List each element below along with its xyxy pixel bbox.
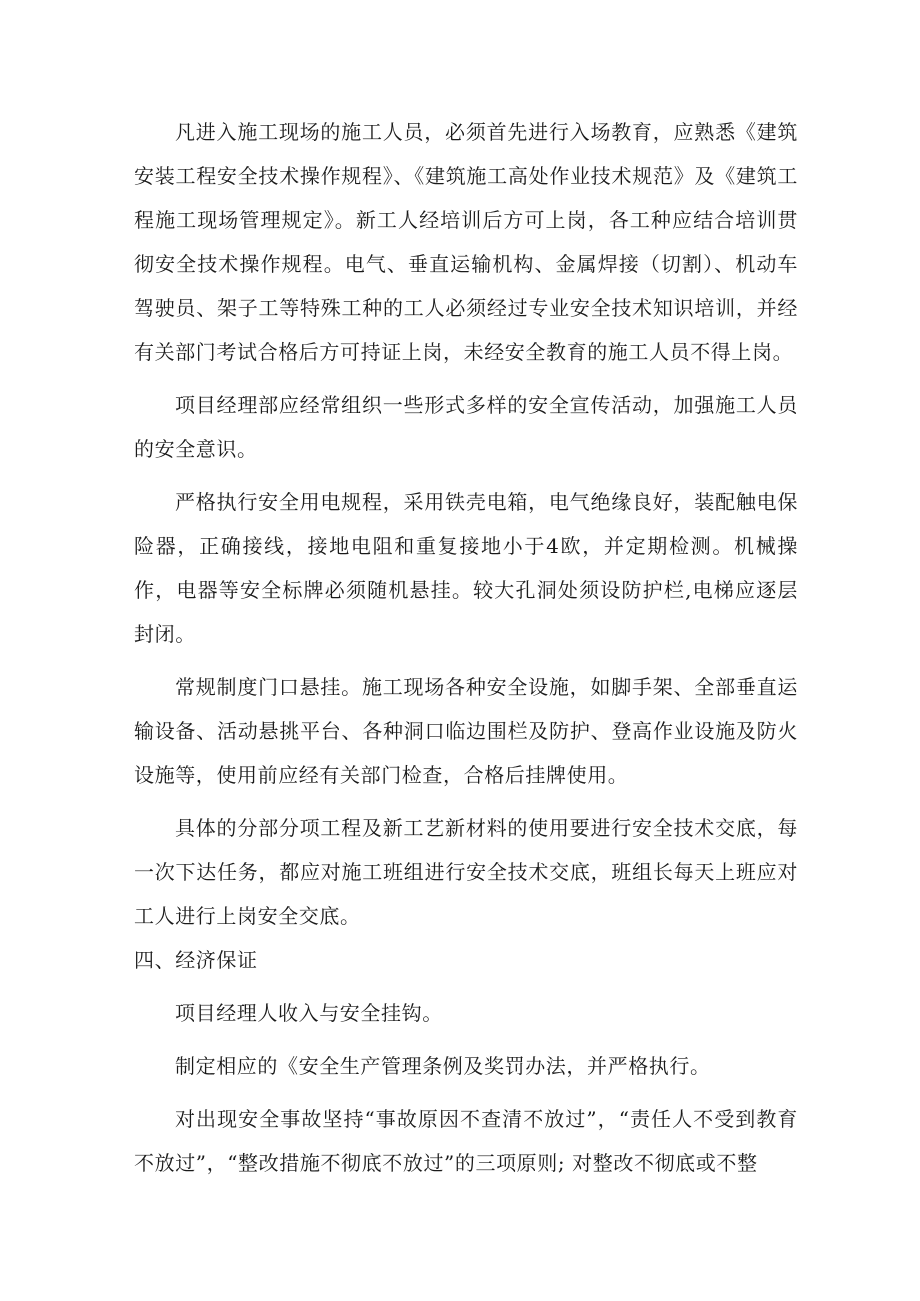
paragraph-income-linkage: 项目经理人收入与安全挂钩。 [175,1001,443,1025]
paragraph-spacer [134,797,798,806]
document-body [134,110,798,1185]
paragraph-technical-briefing: 具体的分部分项工程及新工艺新材料的使用要进行安全技术交底，每一次下达任务，都应对施工班组进行安全技术交底，班组长每天上班应对工人进行上岗安全交底。 [134,816,798,928]
paragraph-electrical-safety: 严格执行安全用电规程，采用铁壳电箱，电气绝缘良好，装配触电保险器，正确接线，接地电阻和重复接地小于4欧，并定期检测。机械操作，电器等安全标牌必须随机悬挂。较大孔洞处须设防护栏,电梯应逐层封闭。 [134,490,798,646]
paragraph-safety-facilities: 常规制度门口悬挂。施工现场各种安全设施，如脚手架、全部垂直运输设备、活动悬挑平台、各种洞口临边围栏及防护、登高作业设施及防火设施等，使用前应经有关部门检查，合格后挂牌使用。 [134,675,798,787]
paragraph-spacer [134,656,798,665]
section-heading-economic-guarantee: 四、经济保证 [134,948,258,972]
paragraph-spacer [134,1088,798,1097]
paragraph-spacer [134,471,798,480]
paragraph-entry-education: 凡进入施工现场的施工人员，必须首先进行入场教育，应熟悉《建筑安装工程安全技术操作规程》、《建筑施工高处作业技术规范》及《建筑工程施工现场管理规定》。新工人经培训后方可上岗，各工种应结合培训贯彻安全技术操作规程。电气、垂直运输机构、金属焊接（切割）、机动车驾驶员、架子工等特殊工种的工人必须经过专业安全技术知识培训，并经有关部门考试合格后方可持证上岗，未经安全教育的施工人员不得上岗。 [134,120,798,364]
paragraph-spacer [134,982,798,991]
paragraph-accident-principles: 对出现安全事故坚持“事故原因不查清不放过”，“责任人不受到教育不放过”，“整改措施不彻底不放过”的三项原则; 对整改不彻底或不整 [134,1107,798,1175]
paragraph-safety-promotion: 项目经理部应经常组织一些形式多样的安全宣传活动，加强施工人员的安全意识。 [134,393,798,461]
paragraph-spacer [134,1035,798,1044]
paragraph-spacer [134,374,798,383]
paragraph-reward-penalty: 制定相应的《安全生产管理条例及奖罚办法，并严格执行。 [175,1054,711,1078]
